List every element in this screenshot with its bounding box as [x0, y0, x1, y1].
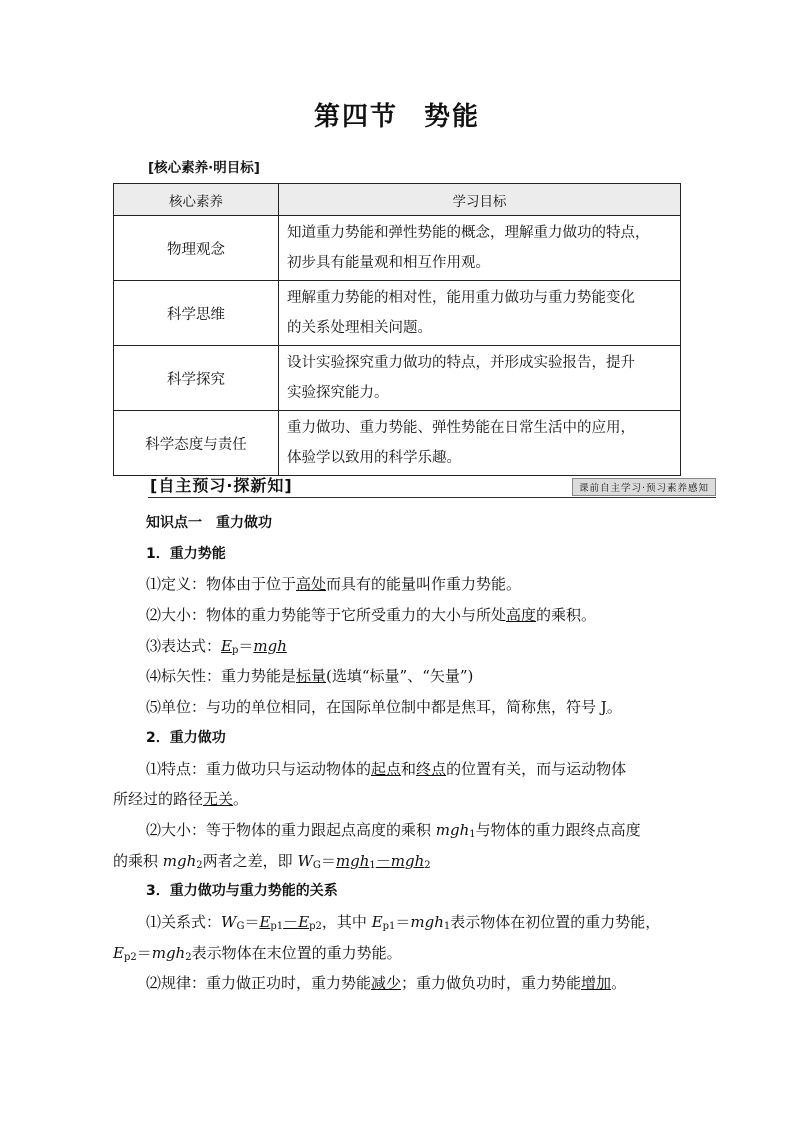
table-cell-goal	[279, 216, 681, 281]
subsection-heading: 2．重力做功	[146, 729, 226, 746]
answer-blank: 标量	[296, 667, 327, 686]
section-header	[148, 475, 716, 498]
goal-line: 理解重力势能的相对性，能用重力做功与重力势能变化	[287, 290, 635, 306]
answer-blank: mgh$_1$－mgh$_2$	[335, 851, 431, 871]
feature-line-cont: 所经过的路径无关。	[113, 790, 249, 809]
table-cell-category: 科学探究	[114, 346, 279, 411]
answer-blank: $E_{p1}-E_{p2}$	[259, 912, 322, 932]
goal-line: 知道重力势能和弹性势能的概念，理解重力做功的特点，	[287, 225, 650, 241]
relation-line-cont: $E_{p2}=mgh_2$表示物体在末位置的重力势能。	[113, 943, 402, 963]
core-literacy-label: [核心素养·明目标]	[148, 160, 260, 176]
title-part1: 第四节	[313, 102, 398, 132]
table-header-row	[114, 184, 681, 216]
table-cell-category: 科学态度与责任	[114, 411, 279, 476]
goal-line: 重力做功、重力势能、弹性势能在日常生活中的应用，	[287, 420, 635, 436]
answer-blank: J	[600, 698, 607, 717]
knowledge-point-heading: 知识点一 重力做功	[146, 515, 272, 531]
answer-blank: $E_p$	[221, 636, 239, 656]
work-size-line: ⑵大小：等于物体的重力跟起点高度的乘积 mgh$_1$与物体的重力跟终点高度	[146, 820, 641, 840]
title-part2: 势能	[424, 102, 481, 132]
table-cell-goal	[279, 281, 681, 346]
answer-blank: 起点	[371, 759, 402, 778]
table-header-cell: 学习目标	[279, 184, 681, 216]
page-title	[0, 96, 794, 133]
answer-blank: 高处	[296, 575, 327, 594]
table-row	[114, 411, 681, 476]
table-row	[114, 216, 681, 281]
goals-table	[113, 183, 681, 476]
table-cell-category: 物理观念	[114, 216, 279, 281]
relation-line: ⑴关系式：$W_G=E_{p1}-E_{p2}$，其中 $E_{p1}=mgh_1$表示物体在初位置的重力势能，	[146, 912, 661, 932]
definition-line: ⑴定义：物体由于位于高处而具有的能量叫作重力势能。	[146, 575, 522, 594]
table-row	[114, 281, 681, 346]
answer-blank: 减少	[371, 974, 402, 993]
feature-line: ⑴特点：重力做功只与运动物体的起点和终点的位置有关，而与运动物体	[146, 759, 627, 778]
subsection-heading: 1．重力势能	[146, 545, 226, 562]
subsection-heading: 3．重力做功与重力势能的关系	[146, 883, 338, 900]
table-header-cell: 核心素养	[114, 184, 279, 216]
size-line: ⑵大小：物体的重力势能等于它所受重力的大小与所处高度的乘积。	[146, 606, 597, 625]
answer-blank: mgh	[253, 636, 287, 655]
answer-blank: 增加	[581, 974, 612, 993]
expression-line: ⑶表达式：$E_p=mgh$	[146, 636, 287, 656]
table-row	[114, 346, 681, 411]
section-title: [自主预习·探新知]	[150, 476, 293, 495]
unit-line: ⑸单位：与功的单位相同，在国际单位制中都是焦耳，简称焦，符号 J。	[146, 698, 622, 717]
answer-blank: 无关	[203, 790, 234, 809]
answer-blank: 终点	[416, 759, 447, 778]
table-cell-goal	[279, 346, 681, 411]
table-cell-category: 科学思维	[114, 281, 279, 346]
goal-line: 体验学以致用的科学乐趣。	[287, 450, 461, 466]
knowledge-content	[113, 508, 688, 999]
goal-line: 实验探究能力。	[287, 385, 389, 401]
law-line: ⑵规律：重力做正功时，重力势能减少；重力做负功时，重力势能增加。	[146, 974, 627, 993]
goal-line: 的关系处理相关问题。	[287, 320, 432, 336]
section-tag: 课前自主学习·预习素养感知	[572, 478, 716, 496]
goal-line: 初步具有能量观和相互作用观。	[287, 255, 490, 271]
answer-blank: 高度	[506, 606, 537, 625]
table-cell-goal	[279, 411, 681, 476]
scalar-vector-line: ⑷标矢性：重力势能是标量(选填“标量”、“矢量”)	[146, 667, 474, 686]
goal-line: 设计实验探究重力做功的特点，并形成实验报告，提升	[287, 355, 635, 371]
work-size-line-cont: 的乘积 mgh$_2$两者之差，即 $W_G=mgh_1-mgh_2$	[113, 851, 431, 871]
